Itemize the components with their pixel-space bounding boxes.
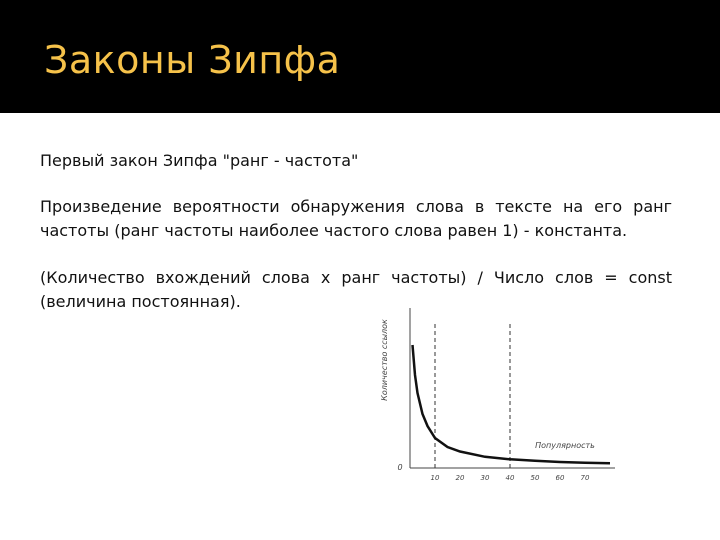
x-tick-label: 50	[530, 474, 540, 482]
x-tick-label: 20	[455, 474, 465, 482]
x-tick-label: 10	[430, 474, 440, 482]
y-axis-label: Количество ссылок	[380, 319, 389, 401]
slide-title: Законы Зипфа	[44, 38, 341, 82]
x-tick-label: 60	[555, 474, 565, 482]
paragraph-formula: (Количество вхождений слова x ранг частоты) / Число слов = const (величина постоянная).	[40, 268, 672, 311]
y-tick-label: 0	[397, 463, 403, 472]
x-tick-label: 70	[580, 474, 590, 482]
subtitle: Первый закон Зипфа "ранг - частота"	[40, 151, 359, 170]
slide-content	[0, 113, 720, 540]
x-tick-label: 40	[505, 474, 515, 482]
x-axis-label: Популярность	[535, 441, 595, 450]
paragraph-definition: Произведение вероятности обнаружения слова в тексте на его ранг частоты (ранг частоты наиболее частого слова равен 1) - константа.	[40, 197, 672, 240]
zipf-chart	[370, 293, 630, 493]
x-tick-label: 30	[480, 474, 490, 482]
slide-header	[0, 0, 720, 113]
